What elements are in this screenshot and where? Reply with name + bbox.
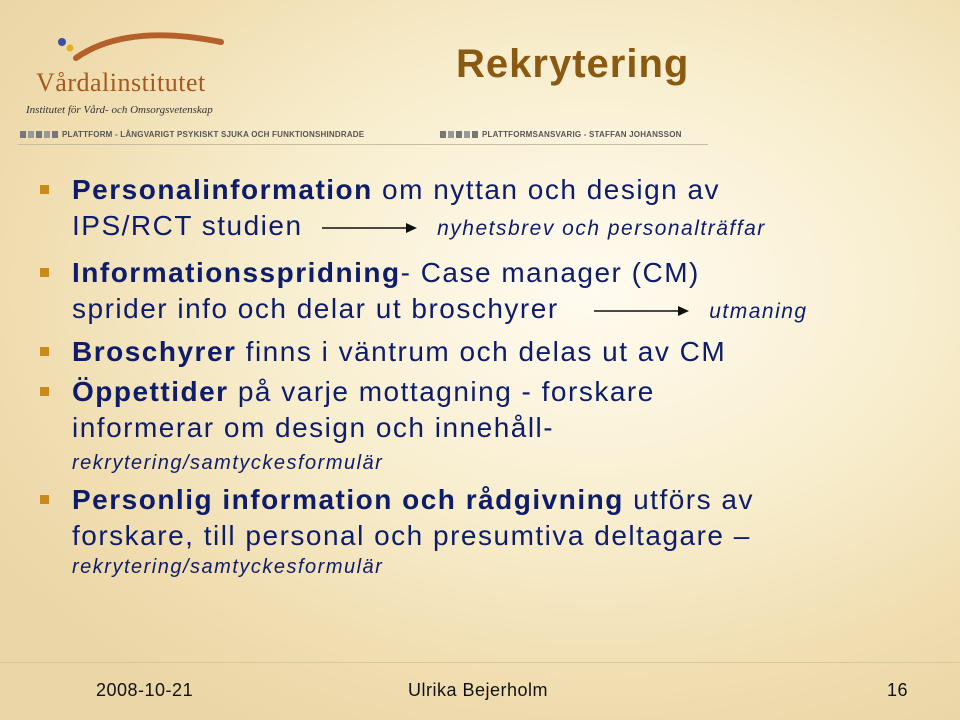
bullet-item-oppettider (40, 374, 920, 476)
bullet-line (72, 374, 920, 410)
bullet-list (40, 172, 920, 580)
slide-title: Rekrytering (456, 42, 690, 86)
platform-responsible-text: PLATTFORMSANSVARIG - STAFFAN JOHANSSON (482, 129, 682, 139)
footer-divider (0, 662, 960, 663)
logo-swoosh-icon (56, 28, 226, 68)
footer-page-number: 16 (886, 680, 908, 700)
bullet-text: utförs av (623, 484, 754, 515)
bullet-square-icon (40, 387, 49, 396)
bullet-item-personlig-information (40, 482, 920, 580)
bullet-square-icon (40, 495, 49, 504)
bullet-item-broschyrer (40, 334, 920, 370)
bullet-item-personalinformation (40, 172, 920, 247)
bullet-item-informationsspridning (40, 255, 920, 330)
footer-date: 2008-10-21 (96, 680, 194, 700)
bullet-note: utmaning (709, 300, 808, 323)
bar-blocks-icon (440, 131, 478, 138)
bullet-line (72, 208, 920, 247)
bullet-text: finns i väntrum och delas ut av CM (236, 336, 727, 367)
bullet-bold-text: Broschyrer (72, 336, 237, 367)
bullet-line (72, 291, 920, 330)
bullet-text-line2: sprider info och delar ut broschyrer (72, 293, 559, 324)
bullet-text: på varje mottagning - forskare (228, 376, 655, 407)
bullet-text-line2: IPS/RCT studien (72, 210, 303, 241)
bullet-line (72, 334, 920, 370)
bullet-note: nyhetsbrev och personalträffar (437, 217, 766, 240)
header-divider (18, 144, 708, 145)
bullet-line (72, 255, 920, 291)
right-arrow-icon (594, 305, 690, 317)
bullet-bold-text: Personlig information och rådgivning (72, 484, 624, 515)
logo-subtitle: Institutet för Vård- och Omsorgsvetenskap (26, 104, 213, 116)
bullet-bold-text: Informationsspridning (72, 257, 401, 288)
logo-name: Vårdalinstitutet (36, 68, 206, 97)
bullet-line (72, 172, 920, 208)
bullet-text-line2: forskare, till personal och presumtiva deltagare – (72, 520, 751, 551)
bullet-bold-text: Öppettider (72, 376, 229, 407)
bullet-square-icon (40, 268, 49, 277)
bullet-square-icon (40, 347, 49, 356)
bullet-square-icon (40, 185, 49, 194)
bullet-text: om nyttan och design av (372, 174, 721, 205)
platform-bar (20, 128, 364, 140)
bullet-small-text: rekrytering/samtyckesformulär (72, 452, 384, 474)
bullet-text-line2: informerar om design och innehåll- (72, 412, 555, 443)
bullet-text: - Case manager (CM) (400, 257, 700, 288)
platform-responsible-bar (440, 128, 682, 140)
bullet-small-text: rekrytering/samtyckesformulär (72, 556, 384, 578)
right-arrow-icon (322, 222, 418, 234)
bar-blocks-icon (20, 131, 58, 138)
bullet-line (72, 482, 920, 518)
platform-bar-text: PLATTFORM - LÅNGVARIGT PSYKISKT SJUKA OCH FUNKTIONSHINDRADE (62, 129, 365, 139)
bullet-bold-text: Personalinformation (72, 174, 373, 205)
footer-author: Ulrika Bejerholm (408, 680, 549, 700)
vardalinstitutet-logo (18, 28, 238, 128)
